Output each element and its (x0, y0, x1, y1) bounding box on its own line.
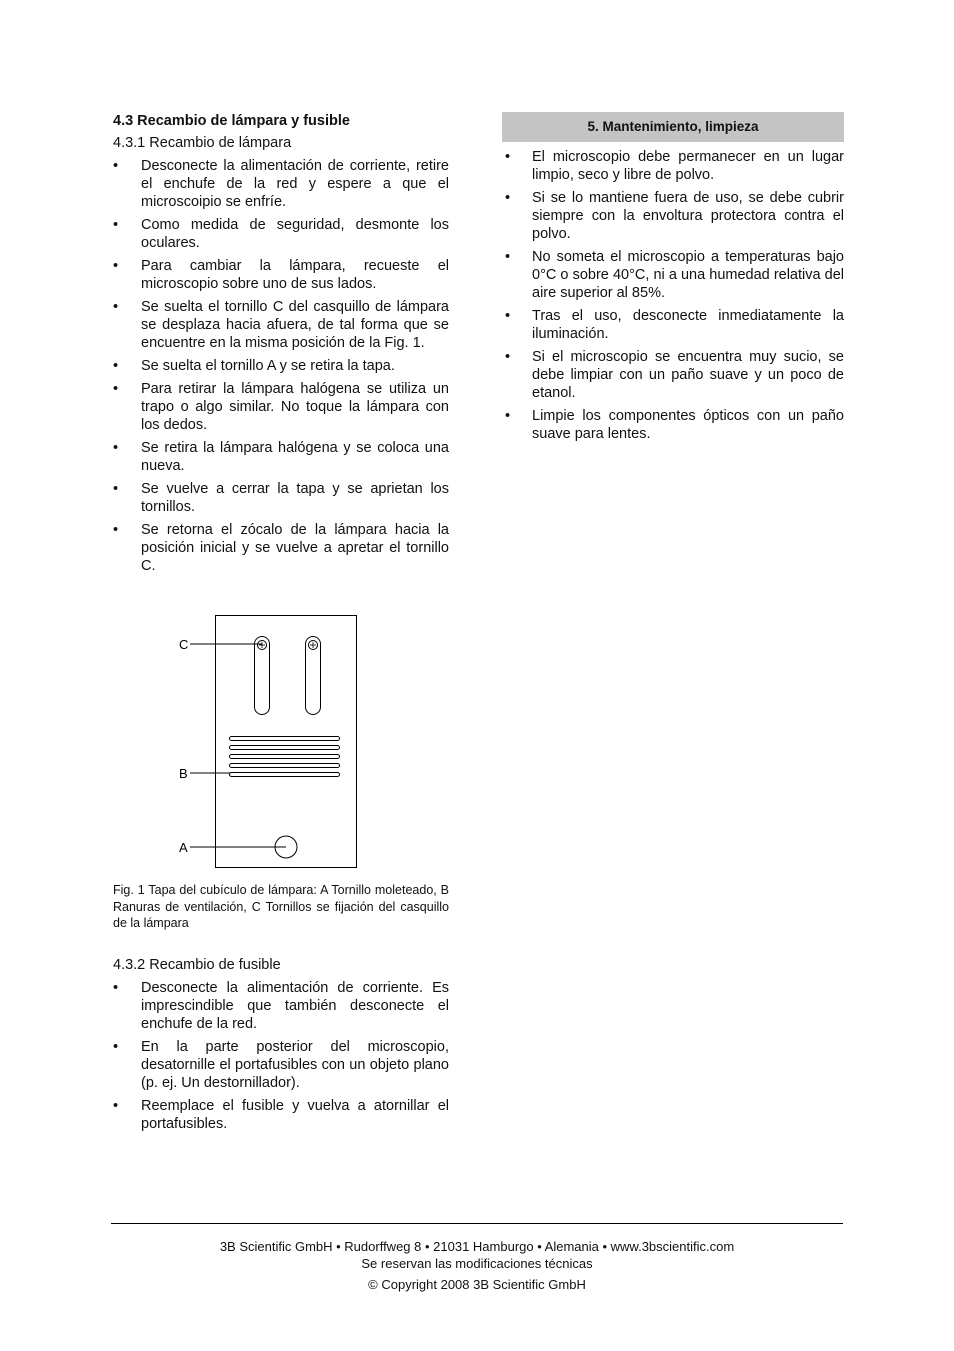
bullet-icon: • (113, 258, 119, 274)
label-c: C (179, 637, 189, 652)
vent-slot (230, 746, 340, 750)
bullet-icon: • (505, 249, 511, 265)
list-item: • El microscopio debe permanecer en un lugar limpio, seco y libre de polvo. (505, 149, 844, 183)
list-item: • Desconecte la alimentación de corriente. Es imprescindible que también desconecte el enchufe de la red. (113, 980, 449, 1032)
list-item: • Se vuelve a cerrar la tapa y se aprietan los tornillos. (113, 481, 449, 515)
vent-slot (230, 755, 340, 759)
screw-slot-left (255, 637, 270, 715)
footer-copyright: © Copyright 2008 3B Scientific GmbH (368, 1277, 586, 1292)
bullet-icon: • (113, 381, 119, 397)
list-item: • Desconecte la alimentación de corriente, retire el enchufe de la red y espere a que el microscoipio se enfríe. (113, 158, 449, 210)
section-heading-5: 5. Mantenimiento, limpieza (502, 112, 844, 142)
lamp-cover-diagram (170, 610, 370, 872)
list-item: • Si el microscopio se encuentra muy sucio, se debe limpiar con un paño suave y un poco de etanol. (505, 349, 844, 401)
bullet-icon: • (505, 149, 511, 165)
bullet-icon: • (505, 190, 511, 206)
bullet-icon: • (113, 1098, 119, 1114)
list-item: • No someta el microscopio a temperaturas bajo 0°C o sobre 40°C, ni a una humedad relativa del aire superior al 85%. (505, 249, 844, 301)
list-item: • Reemplace el fusible y vuelva a atornillar el portafusibles. (113, 1098, 449, 1132)
bullet-icon: • (113, 440, 119, 456)
label-a: A (179, 840, 188, 855)
bullet-icon: • (113, 980, 119, 996)
figure-caption: Fig. 1 Tapa del cubículo de lámpara: A Tornillo moleteado, B Ranuras de ventilación, C Tornillos se fijación del casquillo de la lámpara (113, 883, 449, 930)
maintenance-list (502, 148, 844, 443)
section-heading-4-3: 4.3 Recambio de lámpara y fusible (113, 113, 350, 129)
vent-slot (230, 737, 340, 741)
bullet-icon: • (113, 481, 119, 497)
bullet-icon: • (113, 158, 119, 174)
list-item: • Se retira la lámpara halógena y se coloca una nueva. (113, 440, 449, 474)
right-column (502, 112, 844, 448)
bullet-icon: • (113, 522, 119, 538)
list-item: • Se suelta el tornillo A y se retira la tapa. (113, 358, 395, 374)
list-item: • En la parte posterior del microscopio, desatornille el portafusibles con un objeto plano (p. ej. Un destornillador). (113, 1039, 449, 1091)
lamp-cover-figure (170, 610, 370, 877)
list-item: • Se retorna el zócalo de la lámpara hacia la posición inicial y se vuelve a apretar el tornillo C. (113, 522, 449, 574)
bullet-icon: • (505, 408, 511, 424)
fuse-steps-list (113, 979, 449, 1133)
footer-notice: Se reservan las modificaciones técnicas (361, 1256, 593, 1271)
bullet-icon: • (113, 217, 119, 233)
bullet-icon: • (505, 349, 511, 365)
cover-plate (216, 616, 357, 868)
footer-address: 3B Scientific GmbH • Rudorffweg 8 • 21031 Hamburgo • Alemania • www.3bscientific.com (219, 1239, 735, 1254)
list-item: • Limpie los componentes ópticos con un paño suave para lentes. (505, 408, 844, 442)
label-b: B (179, 766, 188, 781)
bullet-icon: • (113, 358, 119, 374)
list-item: • Como medida de seguridad, desmonte los oculares. (113, 217, 449, 251)
footer-divider (111, 1223, 843, 1224)
subheading-4-3-2: 4.3.2 Recambio de fusible (113, 957, 281, 973)
bullet-icon: • (113, 1039, 119, 1055)
bullet-icon: • (505, 308, 511, 324)
list-item: • Si se lo mantiene fuera de uso, se debe cubrir siempre con la envoltura protectora contra el polvo. (505, 190, 844, 242)
list-item: • Para retirar la lámpara halógena se utiliza un trapo o algo similar. No toque la lámpara con los dedos. (113, 381, 449, 433)
list-item: • Para cambiar la lámpara, recueste el microscopio sobre uno de sus lados. (113, 258, 449, 292)
left-column (113, 112, 449, 580)
bullet-icon: • (113, 299, 119, 315)
subheading-4-3-1: 4.3.1 Recambio de lámpara (113, 135, 292, 151)
fuse-section (113, 956, 449, 1138)
screw-slot-right (306, 637, 321, 715)
list-item: • Tras el uso, desconecte inmediatamente la iluminación. (505, 308, 844, 342)
vent-slot (230, 773, 340, 777)
lamp-steps-list (113, 157, 449, 575)
vent-slot (230, 764, 340, 768)
list-item: • Se suelta el tornillo C del casquillo de lámpara se desplaza hacia afuera, de tal forma que se encuentre en la misma posición de la Fig. 1. (113, 299, 449, 351)
